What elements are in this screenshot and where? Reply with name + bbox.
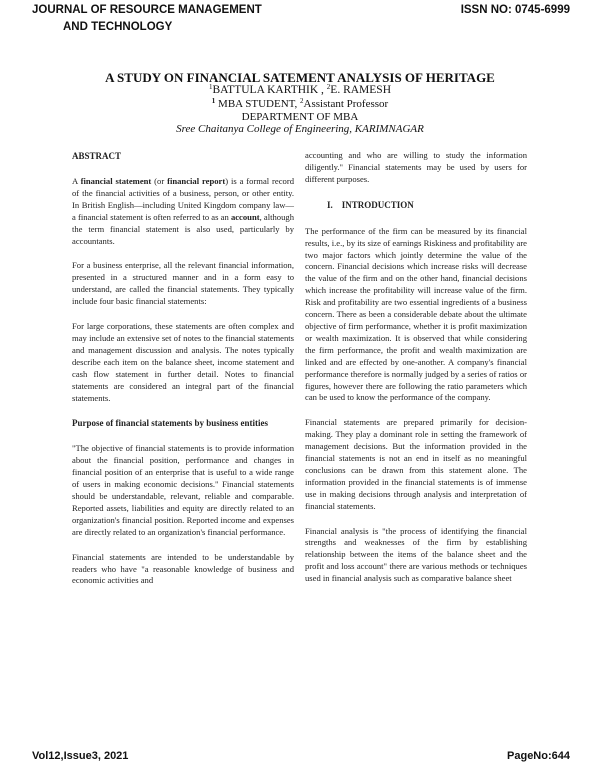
continued-paragraph: accounting and who are willing to study the information diligently." Financial statements may be used by users for different purposes. [305, 150, 527, 184]
role-1: MBA STUDENT, [215, 98, 301, 110]
introduction-paragraph-1: The performance of the firm can be measured by its financial results, i.e., by its size of earnings Riskiness and profitability are two major factors which jointly determine the value of the concern. Financial decisions which increase risks will decrease the value of the firm and on the other hand, financial decisions which increase the profitability will increase value of the firm. Risk and profitability are two essential ingredients of a business concern. There as been a considerable debate about the ultimate objective of firm performance, whether it is profit maximization or wealth maximization. It is observed that while considering the firm performance, the profit and wealth maximization are linked and are effected by one-another. A company's financial performance therefore is normally judged by a series of ratios or figures, however there are following the ratio parameters which can be used to know the performance of the company. [305, 225, 527, 403]
term-account: account [230, 211, 260, 222]
introduction-paragraph-3: Financial analysis is "the process of identifying the financial strengths and weaknesses of the firm by establishing relationship between the items of the balance sheet and the profit and loss account" there are various methods or techniques used in financial analysis such as comparative balance sheet [305, 525, 527, 584]
page-number: PageNo:644 [507, 750, 570, 762]
author-line: $^1$BATTULA KARTHIK , $^2$E. RAMESH [208, 83, 391, 96]
author-2: E. RAMESH [330, 84, 391, 96]
journal-title-line1: JOURNAL OF RESOURCE MANAGEMENT [32, 4, 262, 16]
journal-title-line2: AND TECHNOLOGY [63, 21, 173, 33]
introduction-paragraph-2: Financial statements are prepared primarily for decision-making. They play a dominant role in setting the framework of management decisions. But the information provided in the financial statements is not an end in itself as no meaningful conclusions can be drawn from this statement alone. The information provided in the financial statements is of immense use in making decisions through analysis and interpretation of financial statements. [305, 417, 527, 511]
right-column [305, 150, 527, 598]
journal-title [32, 2, 262, 36]
paper-title: A STUDY ON FINANCIAL SATEMENT ANALYSIS OF HERITAGE [105, 70, 495, 85]
abstract-paragraph-3: For large corporations, these statements are often complex and may include an extensive set of notes to the financial statements and management discussion and analysis. The notes typically describe each item on the balance sheet, income statement and cash flow statement in further detail. Notes to financial statements are considered an integral part of the financial statements. [72, 321, 294, 403]
left-column [72, 150, 294, 600]
purpose-heading: Purpose of financial statements by business entities [72, 418, 269, 429]
volume-issue: Vol12,Issue3, 2021 [32, 750, 129, 762]
issn-number: ISSN NO: 0745-6999 [460, 4, 570, 16]
department: DEPARTMENT OF MBA [241, 111, 359, 123]
abstract-heading: ABSTRACT [72, 151, 122, 161]
college-name: Sree Chaitanya College of Engineering, KARIMNAGAR [176, 123, 424, 135]
term-financial-statement: financial statement [80, 176, 152, 186]
author-1: BATTULA KARTHIK , [212, 84, 327, 96]
term-financial-report: financial report [167, 176, 226, 186]
author-roles: $^1$ MBA STUDENT, $^2$Assistant Professor [211, 97, 389, 110]
abstract-paragraph-2: For a business enterprise, all the relevant financial information, presented in a structured manner and in a form easy to understand, are called the financial statements. They typically include four basic financial statements: [72, 260, 294, 307]
role-2: Assistant Professor [303, 98, 389, 110]
abstract-paragraph-1: A financial statement (or financial report) is a formal record of the financial activities of a business, person, or other entity. In British English—including United Kingdom company law—a financial statement is often referred to as an account, although the term financial statement is also used, particularly by accountants. [72, 176, 294, 246]
purpose-paragraph-2: Financial statements are intended to be understandable by readers who have "a reasonable knowledge of business and economic activities and [72, 551, 294, 586]
introduction-heading: I. INTRODUCTION [327, 199, 414, 210]
purpose-paragraph-1: "The objective of financial statements is to provide information about the financial position, performance and changes in financial position of an enterprise that is useful to a wide range of users in making economic decisions." Financial statements should be understandable, relevant, reliable and comparable. Reported assets, liabilities and equity are directly related to an organization's financial position. Reported income and expenses are directly related to an organization's financial performance. [72, 443, 294, 537]
